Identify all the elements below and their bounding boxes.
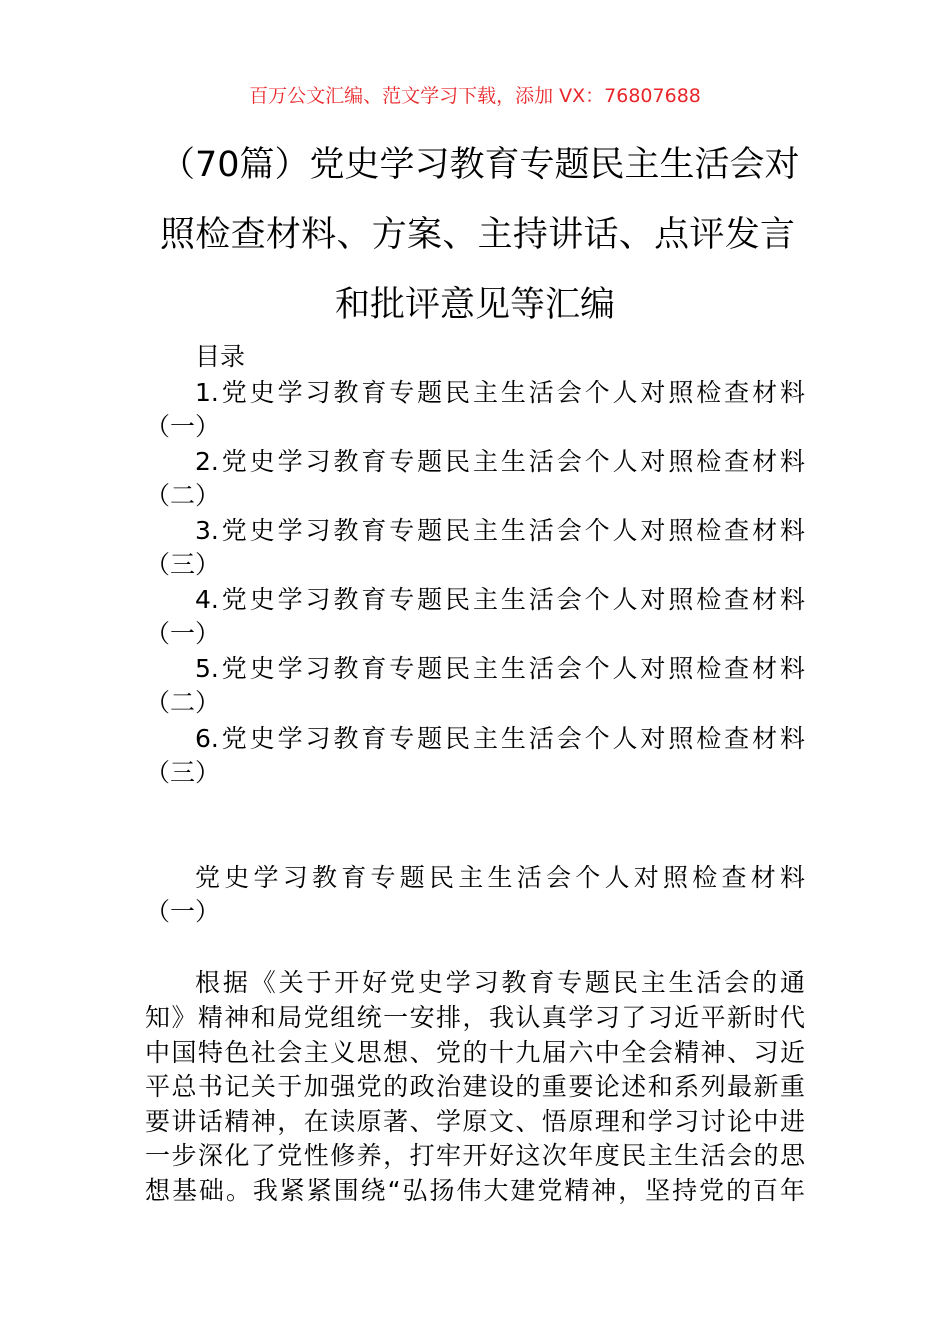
title-line-2: 照检查材料、方案、主持讲话、点评发言	[160, 215, 795, 255]
toc-item-3-suffix[interactable]: （三）	[145, 550, 221, 579]
header-notice: 百万公文汇编、范文学习下载，添加 VX：76807688	[249, 85, 701, 107]
toc-item-5-suffix[interactable]: （二）	[145, 688, 221, 717]
toc-item-2-suffix[interactable]: （二）	[145, 481, 221, 510]
paragraph-line: 平总书记关于加强党的政治建设的重要论述和系列最新重	[145, 1072, 805, 1101]
toc-item-5[interactable]: 5.党史学习教育专题民主生活会个人对照检查材料	[195, 654, 805, 683]
toc-item-1[interactable]: 1.党史学习教育专题民主生活会个人对照检查材料	[195, 378, 805, 407]
toc-item-1-suffix[interactable]: （一）	[145, 412, 221, 441]
toc-item-4[interactable]: 4.党史学习教育专题民主生活会个人对照检查材料	[195, 585, 805, 614]
title-line-3: 和批评意见等汇编	[334, 285, 615, 325]
section-heading: 党史学习教育专题民主生活会个人对照检查材料	[195, 863, 805, 892]
title-line-1: （70篇）党史学习教育专题民主生活会对	[160, 145, 800, 185]
paragraph-line: 根据《关于开好党史学习教育专题民主生活会的通	[195, 968, 805, 997]
toc-item-3[interactable]: 3.党史学习教育专题民主生活会个人对照检查材料	[195, 516, 805, 545]
paragraph-line: 一步深化了党性修养，打牢开好这次年度民主生活会的思	[145, 1141, 805, 1170]
toc-item-2[interactable]: 2.党史学习教育专题民主生活会个人对照检查材料	[195, 447, 805, 476]
paragraph-line: 想基础。我紧紧围绕“弘扬伟大建党精神，坚持党的百年	[145, 1176, 805, 1205]
toc-item-4-suffix[interactable]: （一）	[145, 619, 221, 648]
paragraph-line: 知》精神和局党组统一安排，我认真学习了习近平新时代	[145, 1003, 805, 1032]
toc-item-6[interactable]: 6.党史学习教育专题民主生活会个人对照检查材料	[195, 724, 805, 753]
paragraph-line: 中国特色社会主义思想、党的十九届六中全会精神、习近	[145, 1038, 805, 1067]
toc-heading: 目录	[195, 342, 246, 371]
section-heading-suffix: （一）	[145, 897, 221, 926]
paragraph-line: 要讲话精神，在读原著、学原文、悟原理和学习讨论中进	[145, 1107, 805, 1136]
toc-item-6-suffix[interactable]: （三）	[145, 758, 221, 787]
